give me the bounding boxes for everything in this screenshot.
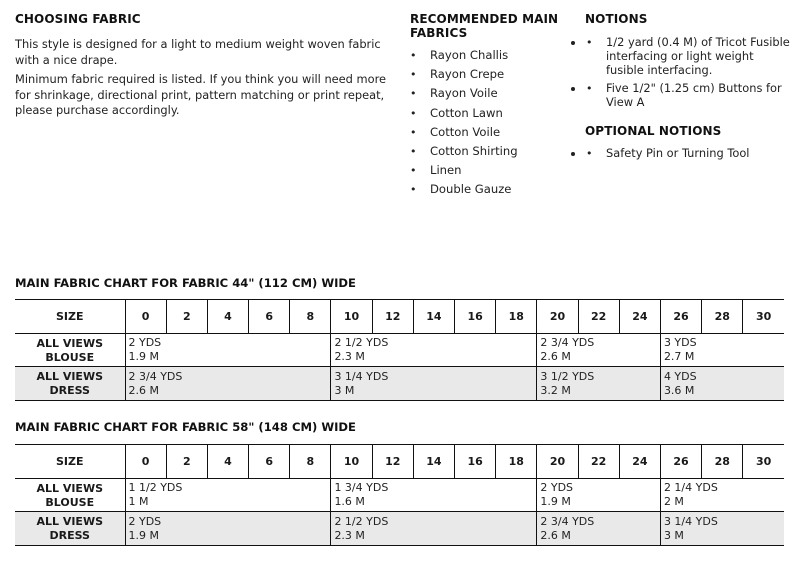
choosing-fabric-para-1: This style is designed for a light to medium weight woven fabric with a nice drape. [15,37,381,67]
size-cell: 26 [660,300,701,334]
size-cell: 12 [372,445,413,479]
size-cell: 6 [249,300,290,334]
size-cell: 20 [537,445,578,479]
list-item: • Rayon Crepe [410,65,575,84]
yards-value: 2 YDS [540,481,574,494]
recommended-fabrics-list [410,46,575,200]
size-cell: 24 [619,300,660,334]
size-cell: 10 [331,445,372,479]
size-cell: 28 [702,300,743,334]
recommended-heading-line-2: FABRICS [410,26,468,40]
fabric-chart-44 [15,299,784,401]
yardage-cell [660,479,784,512]
row-label [15,479,125,512]
yards-value: 2 3/4 YDS [540,336,595,349]
size-cell: 12 [372,300,413,334]
recommended-fabrics-section [410,12,575,200]
row-label [15,512,125,546]
yardage-cell [125,367,331,401]
list-item: • Rayon Voile [410,84,575,103]
list-item: • Double Gauze [410,180,575,199]
yards-value: 2 1/2 YDS [334,336,389,349]
size-cell: 30 [743,300,784,334]
optional-notions-heading: OPTIONAL NOTIONS [585,123,722,138]
size-cell: 18 [496,300,537,334]
yardage-cell [537,334,661,367]
size-cell: 18 [496,445,537,479]
size-cell: 26 [660,445,701,479]
size-cell: 4 [207,445,248,479]
choosing-fabric-para-2: Minimum fabric required is listed. If you think you will need more for shrinkage, directional print, pattern matching or print repeat, please purchase accordingly. [15,72,387,117]
size-cell: 0 [125,445,166,479]
meters-value: 1.6 M [334,495,365,508]
yardage-cell [125,512,331,546]
row-label-line-1: ALL VIEWS [36,336,104,350]
yards-value: 2 1/4 YDS [663,481,718,494]
table-row-dress [15,512,784,546]
yardage-cell [331,367,537,401]
yards-value: 2 3/4 YDS [128,369,183,383]
yardage-cell [331,334,537,367]
size-cell: 16 [455,300,496,334]
yardage-cell [125,479,331,512]
size-cell: 2 [166,445,207,479]
size-cell: 10 [331,300,372,334]
yardage-cell [660,334,784,367]
size-header-row [15,445,784,479]
yards-value: 3 1/4 YDS [663,514,718,528]
recommended-heading-line-1: RECOMMENDED MAIN [410,12,559,26]
fabric-chart-58 [15,444,784,546]
size-label: SIZE [15,445,125,479]
size-cell: 8 [290,300,331,334]
yards-value: 4 YDS [663,369,697,383]
list-item: • Linen [410,161,575,180]
size-cell: 14 [413,300,454,334]
size-cell: 14 [413,445,454,479]
yardage-cell [537,367,661,401]
row-label-line-2: BLOUSE [45,495,95,509]
size-cell: 22 [578,445,619,479]
row-label [15,334,125,367]
meters-value: 3.6 M [663,383,695,397]
yards-value: 2 1/2 YDS [334,514,389,528]
meters-value: 2.6 M [540,528,571,542]
optional-notions-list [585,147,790,161]
yards-value: 3 YDS [663,336,697,349]
list-item: • Rayon Challis [410,46,575,65]
meters-value: 3 M [334,383,355,397]
list-item: • • 1/2 yard (0.4 M) of Tricot Fusible interfacing or light weight fusible interfacing. [585,36,790,77]
meters-value: 3.2 M [540,383,571,397]
meters-value: 2 M [663,495,684,508]
yards-value: 2 YDS [128,336,162,349]
size-cell: 28 [702,445,743,479]
choosing-fabric-section [15,12,395,119]
yardage-cell [537,479,661,512]
chart-title-58: MAIN FABRIC CHART FOR FABRIC 58" (148 CM) WIDE [15,420,356,434]
table-row-blouse [15,479,784,512]
row-label-line-1: ALL VIEWS [36,481,104,495]
notions-list [585,36,790,110]
list-item: • Cotton Shirting [410,142,575,161]
row-label-line-1: ALL VIEWS [36,515,104,528]
row-label-line-1: ALL VIEWS [36,370,104,383]
size-cell: 30 [743,445,784,479]
meters-value: 3 M [663,528,684,542]
size-cell: 24 [619,445,660,479]
size-cell: 22 [578,300,619,334]
size-label: SIZE [15,300,125,334]
size-header-row [15,300,784,334]
notions-heading: NOTIONS [585,12,648,26]
yards-value: 1 1/2 YDS [128,481,183,494]
meters-value: 1.9 M [540,495,571,508]
size-cell: 0 [125,300,166,334]
list-item: • • Five 1/2" (1.25 cm) Buttons for View A [585,82,790,110]
list-item: • • Safety Pin or Turning Tool [585,147,790,161]
meters-value: 2.3 M [334,528,365,542]
notions-section [585,12,790,166]
choosing-fabric-heading: CHOOSING FABRIC [15,12,141,26]
meters-value: 1.9 M [128,350,159,363]
yardage-cell [331,479,537,512]
yardage-cell [125,334,331,367]
yardage-cell [660,512,784,546]
meters-value: 1.9 M [128,528,159,542]
size-cell: 2 [166,300,207,334]
size-cell: 6 [249,445,290,479]
size-cell: 4 [207,300,248,334]
recommended-fabrics-heading [410,12,575,40]
row-label-line-2: DRESS [49,529,90,542]
row-label-line-2: DRESS [49,384,90,397]
yards-value: 2 YDS [128,514,162,528]
yards-value: 1 3/4 YDS [334,481,389,494]
yards-value: 3 1/4 YDS [334,369,389,383]
yardage-cell [331,512,537,546]
yards-value: 2 3/4 YDS [540,514,595,528]
size-cell: 8 [290,445,331,479]
size-cell: 20 [537,300,578,334]
meters-value: 2.6 M [540,350,571,363]
table-row-dress [15,367,784,401]
list-item: • Cotton Lawn [410,104,575,123]
yardage-cell [660,367,784,401]
list-item: • Cotton Voile [410,123,575,142]
table-row-blouse [15,334,784,367]
meters-value: 2.3 M [334,350,365,363]
row-label-line-2: BLOUSE [45,350,95,364]
row-label [15,367,125,401]
meters-value: 2.7 M [663,350,695,363]
yardage-cell [537,512,661,546]
size-cell: 16 [455,445,496,479]
meters-value: 2.6 M [128,383,159,397]
yards-value: 3 1/2 YDS [540,369,595,383]
meters-value: 1 M [128,495,149,508]
chart-title-44: MAIN FABRIC CHART FOR FABRIC 44" (112 CM) WIDE [15,276,356,290]
